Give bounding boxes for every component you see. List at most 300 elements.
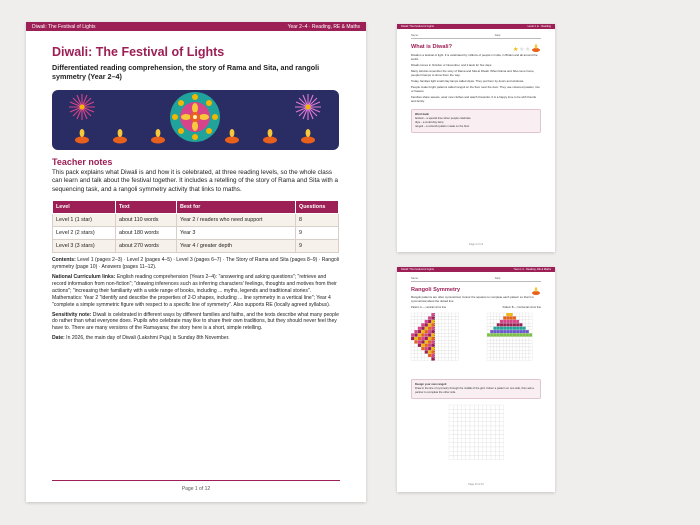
- grid-cell: [516, 330, 519, 333]
- grid-cell: [523, 337, 526, 340]
- grid-cell: [478, 413, 482, 417]
- grid-cell: [519, 357, 522, 360]
- grid-cell: [421, 340, 424, 343]
- grid-cell: [448, 330, 451, 333]
- grid-cell: [428, 344, 431, 347]
- grid-cell: [466, 413, 470, 417]
- grid-cell: [497, 330, 500, 333]
- grid-cell: [510, 330, 513, 333]
- grid-cell: [483, 426, 487, 430]
- grid-cell: [418, 316, 421, 319]
- grid-cell: [491, 418, 495, 422]
- grid-cell: [421, 316, 424, 319]
- grid-cell: [519, 313, 522, 316]
- grid-cell: [470, 455, 474, 459]
- grid-cell: [483, 413, 487, 417]
- table-cell: 8: [296, 214, 339, 227]
- grid-cell: [455, 340, 458, 343]
- table-cell: 9: [296, 227, 339, 240]
- thumb-page-number: Page 10 of 12: [468, 483, 484, 486]
- grid-cell: [523, 350, 526, 353]
- contents-text: Level 1 (pages 2–3) · Level 2 (pages 4–5) · Level 3 (pages 6–7) · The Story of Rama and Sita (pages 8–9) · Rangoli symmetry (page 10) · Answers (pages 11–12).: [52, 257, 340, 271]
- grid-cell: [499, 447, 503, 451]
- grid-cell: [491, 439, 495, 443]
- grid-cell: [470, 443, 474, 447]
- grid-cell: [418, 323, 421, 326]
- grid-cell: [448, 313, 451, 316]
- grid-cell: [529, 330, 532, 333]
- grid-cell: [499, 418, 503, 422]
- grid-cell: [513, 337, 516, 340]
- grid-cell: [526, 333, 529, 336]
- grid-cell: [431, 313, 434, 316]
- grid-cell: [411, 357, 414, 360]
- diya-icon: [263, 129, 277, 144]
- grid-cell: [516, 337, 519, 340]
- sensitivity-text: Diwali is celebrated in different ways by different families and faiths, and the texts describe what many people do rather than what everyone does. Pupils who celebrate may like to share their own traditions, but they should never feel they have to. There are many versions of the Ramayana; the story here is a short, simple retelling.: [52, 311, 339, 332]
- grid-cell: [510, 323, 513, 326]
- grid-cell: [438, 320, 441, 323]
- grid-cell: [483, 418, 487, 422]
- grid-cell: [435, 316, 438, 319]
- diya-icon: [532, 44, 540, 52]
- grid-cell: [510, 313, 513, 316]
- grid-cell: [503, 333, 506, 336]
- grid-cell: [418, 330, 421, 333]
- grid-cell: [414, 330, 417, 333]
- grid-cell: [448, 340, 451, 343]
- grid-cell: [506, 350, 509, 353]
- grid-cell: [466, 409, 470, 413]
- grid-cell: [457, 405, 461, 409]
- grid-cell: [493, 344, 496, 347]
- grid-cell: [506, 347, 509, 350]
- grid-cell: [418, 350, 421, 353]
- grid-cell: [453, 422, 457, 426]
- grid-cell: [445, 320, 448, 323]
- grid-cell: [435, 337, 438, 340]
- grid-cell: [519, 333, 522, 336]
- grid-cell: [418, 344, 421, 347]
- grid-cell: [487, 320, 490, 323]
- grid-cell: [445, 350, 448, 353]
- grid-cell: [529, 327, 532, 330]
- grid-cell: [519, 330, 522, 333]
- grid-cell: [453, 413, 457, 417]
- grid-cell: [418, 340, 421, 343]
- grid-cell: [487, 418, 491, 422]
- grid-cell: [487, 422, 491, 426]
- grid-cell: [425, 354, 428, 357]
- table-cell: Level 3 (3 stars): [53, 240, 116, 253]
- date-label: Date:: [494, 277, 501, 280]
- teacher-notes-heading: Teacher notes: [52, 157, 113, 167]
- grid-cell: [506, 333, 509, 336]
- grid-cell: [453, 439, 457, 443]
- grid-cell: [411, 330, 414, 333]
- grid-cell: [523, 330, 526, 333]
- grid-cell: [442, 357, 445, 360]
- grid-cell: [445, 347, 448, 350]
- grid-cell: [445, 333, 448, 336]
- grid-cell: [483, 434, 487, 438]
- grid-cell: [529, 354, 532, 357]
- grid-cell: [455, 323, 458, 326]
- grid-cell: [499, 430, 503, 434]
- grid-cell: [495, 405, 499, 409]
- grid-cell: [448, 333, 451, 336]
- grid-cell: [455, 344, 458, 347]
- grid-cell: [529, 333, 532, 336]
- grid-cell: [478, 405, 482, 409]
- grid-cell: [449, 422, 453, 426]
- grid-cell: [462, 422, 466, 426]
- date-label: Date:: [52, 335, 65, 342]
- grid-cell: [483, 443, 487, 447]
- grid-cell: [438, 350, 441, 353]
- grid-cell: [449, 409, 453, 413]
- grid-cell: [457, 434, 461, 438]
- grid-cell: [519, 323, 522, 326]
- grid-cell: [510, 320, 513, 323]
- grid-cell: [491, 447, 495, 451]
- grid-cell: [452, 337, 455, 340]
- grid-cell: [519, 340, 522, 343]
- thumb-header-level: Level 1 ★ · Reading: [527, 25, 551, 28]
- grid-cell: [455, 337, 458, 340]
- grid-cell: [526, 347, 529, 350]
- grid-cell: [474, 422, 478, 426]
- grid-cell: [470, 430, 474, 434]
- grid-cell: [491, 409, 495, 413]
- grid-cell: [493, 347, 496, 350]
- grid-cell: [453, 418, 457, 422]
- grid-cell: [529, 350, 532, 353]
- grid-cell: [523, 320, 526, 323]
- grid-cell: [497, 320, 500, 323]
- grid-cell: [411, 354, 414, 357]
- thumbnail-page-2[interactable]: [397, 24, 555, 252]
- grid-cell: [428, 320, 431, 323]
- grid-cell: [414, 347, 417, 350]
- grid-cell: [523, 340, 526, 343]
- grid-cell: [487, 333, 490, 336]
- grid-cell: [414, 333, 417, 336]
- grid-cell: [493, 354, 496, 357]
- grid-cell: [421, 347, 424, 350]
- grid-cell: [414, 354, 417, 357]
- grid-cell: [452, 357, 455, 360]
- grid-cell: [411, 313, 414, 316]
- grid-cell: [414, 350, 417, 353]
- grid-cell: [438, 327, 441, 330]
- grid-cell: [449, 426, 453, 430]
- table-cell: Year 2 / readers who need support: [177, 214, 296, 227]
- header-title: Diwali: The Festival of Lights: [32, 23, 96, 30]
- grid-cell: [470, 439, 474, 443]
- grid-cell: [529, 320, 532, 323]
- grid-cell: [470, 409, 474, 413]
- grid-cell: [495, 434, 499, 438]
- grid-cell: [526, 316, 529, 319]
- grid-cell: [510, 354, 513, 357]
- table-cell: 9: [296, 240, 339, 253]
- grid-cell: [490, 340, 493, 343]
- design-grid[interactable]: [397, 403, 555, 463]
- grid-cell: [442, 313, 445, 316]
- grid-cell: [414, 357, 417, 360]
- grid-cell: [462, 434, 466, 438]
- grid-cell: [526, 313, 529, 316]
- grid-cell: [462, 413, 466, 417]
- grid-cell: [490, 357, 493, 360]
- grid-cell: [474, 439, 478, 443]
- thumb-header-title: Diwali: The Festival of Lights: [401, 268, 434, 271]
- grid-cell: [510, 316, 513, 319]
- teacher-notes-intro: This pack explains what Diwali is and how it is celebrated, at three reading levels, so the whole class can learn and talk about the festival together. It includes a retelling of the story of Rama and Sita with a sequencing task, and a rangoli symmetry activity that links to maths.: [52, 169, 338, 193]
- grid-cell: [455, 330, 458, 333]
- grid-cell: [418, 354, 421, 357]
- grid-cell: [438, 333, 441, 336]
- grid-cell: [491, 455, 495, 459]
- grid-cell: [425, 350, 428, 353]
- grid-cell: [516, 354, 519, 357]
- grid-cell: [466, 418, 470, 422]
- thumb-paragraph: Diwali is a festival of light. It is celebrated by millions of people in India, in Britain and all around the world.: [411, 53, 538, 61]
- grid-cell: [462, 430, 466, 434]
- grid-cell: [493, 327, 496, 330]
- curriculum-paragraph: [52, 274, 340, 309]
- grid-cell: [519, 316, 522, 319]
- grid-cell: [510, 327, 513, 330]
- star-icon: ★: [519, 46, 525, 53]
- grid-cell: [523, 354, 526, 357]
- grid-cell: [499, 443, 503, 447]
- grid-cell: [448, 347, 451, 350]
- grid-cell: [457, 455, 461, 459]
- grid-cell: [462, 418, 466, 422]
- grid-cell: [478, 430, 482, 434]
- grid-cell: [474, 455, 478, 459]
- grid-cell: [503, 357, 506, 360]
- grid-cell: [428, 330, 431, 333]
- grid-cell: [448, 350, 451, 353]
- thumb-header: [397, 267, 555, 272]
- thumb-title: What is Diwali?: [411, 44, 453, 50]
- grid-cell: [497, 354, 500, 357]
- table-cell: Level 1 (1 star): [53, 214, 116, 227]
- thumb-paragraph: Many Hindus remember the story of Rama and Sita at Diwali. When Rama and Sita come home, people lit lamps to show them the way.: [411, 69, 535, 77]
- diya-icon: [75, 129, 89, 144]
- grid-cell: [448, 354, 451, 357]
- grid-cell: [510, 344, 513, 347]
- banner-illustration: [52, 90, 339, 150]
- grid-cell: [491, 422, 495, 426]
- grid-cell: [523, 313, 526, 316]
- grid-cell: [516, 327, 519, 330]
- grid-cell: [474, 451, 478, 455]
- grid-cell: [526, 350, 529, 353]
- grid-cell: [503, 313, 506, 316]
- table-row: [53, 214, 339, 227]
- grid-cell: [497, 350, 500, 353]
- grid-cell: [449, 418, 453, 422]
- grid-cell: [421, 320, 424, 323]
- grid-cell: [431, 340, 434, 343]
- word-bank-item: festival – a special time when people celebrate: [415, 117, 471, 120]
- grid-cell: [506, 337, 509, 340]
- page-header: [26, 22, 366, 31]
- grid-cell: [523, 333, 526, 336]
- grid-cell: [431, 347, 434, 350]
- grid-cell: [491, 405, 495, 409]
- grid-cell: [442, 337, 445, 340]
- grid-cell: [493, 337, 496, 340]
- grid-cell: [497, 337, 500, 340]
- grid-cell: [431, 357, 434, 360]
- grid-cell: [500, 357, 503, 360]
- grid-cell: [474, 434, 478, 438]
- date-label: Date:: [494, 34, 501, 37]
- grid-cell: [474, 409, 478, 413]
- grid-cell: [428, 340, 431, 343]
- grid-cell: [442, 340, 445, 343]
- grid-cell: [490, 316, 493, 319]
- grid-cell: [474, 430, 478, 434]
- table-header-cell: Questions: [296, 201, 339, 214]
- grid-cell: [414, 316, 417, 319]
- grid-cell: [495, 439, 499, 443]
- grid-cell: [455, 313, 458, 316]
- grid-cell: [445, 323, 448, 326]
- grid-cell: [497, 333, 500, 336]
- grid-cell: [529, 323, 532, 326]
- grid-cell: [435, 320, 438, 323]
- rangoli-icon: [170, 92, 220, 142]
- grid-cell: [448, 344, 451, 347]
- grid-cell: [510, 357, 513, 360]
- grid-cell: [462, 443, 466, 447]
- grid-cell: [425, 323, 428, 326]
- grid-cell: [411, 337, 414, 340]
- grid-cell: [449, 455, 453, 459]
- grid-cell: [529, 357, 532, 360]
- grid-cell: [418, 333, 421, 336]
- grid-cell: [513, 357, 516, 360]
- grid-cell: [455, 327, 458, 330]
- stars-diya-icon: [513, 44, 541, 53]
- grid-cell: [510, 347, 513, 350]
- grid-cell: [462, 409, 466, 413]
- grid-cell: [462, 447, 466, 451]
- grid-cell: [457, 409, 461, 413]
- grid-cell: [487, 340, 490, 343]
- grid-cell: [445, 340, 448, 343]
- grid-cell: [478, 434, 482, 438]
- grid-cell: [487, 426, 491, 430]
- grid-cell: [455, 333, 458, 336]
- grid-cell: [499, 451, 503, 455]
- pattern-b-label: Pattern B — horizontal mirror line: [502, 306, 541, 309]
- grid-cell: [418, 327, 421, 330]
- grid-cell: [466, 439, 470, 443]
- grid-cell: [425, 320, 428, 323]
- grid-cell: [438, 354, 441, 357]
- star-icon: ★: [525, 46, 531, 53]
- grid-cell: [411, 323, 414, 326]
- grid-cell: [493, 316, 496, 319]
- grid-cell: [506, 320, 509, 323]
- grid-cell: [495, 413, 499, 417]
- grid-cell: [526, 330, 529, 333]
- grid-cell: [452, 316, 455, 319]
- table-cell: Year 4 / greater depth: [177, 240, 296, 253]
- grid-cell: [513, 344, 516, 347]
- grid-cell: [487, 337, 490, 340]
- grid-cell: [510, 333, 513, 336]
- thumbnail-page-10[interactable]: [397, 267, 555, 492]
- grid-cell: [414, 313, 417, 316]
- grid-cell: [445, 316, 448, 319]
- grid-cell: [421, 357, 424, 360]
- grid-cell: [431, 327, 434, 330]
- grid-cell: [487, 439, 491, 443]
- grid-cell: [425, 357, 428, 360]
- grid-cell: [516, 347, 519, 350]
- grid-cell: [455, 350, 458, 353]
- grid-cell: [526, 327, 529, 330]
- grid-cell: [414, 320, 417, 323]
- grid-cell: [452, 313, 455, 316]
- grid-cell: [418, 357, 421, 360]
- contents-label: Contents:: [52, 257, 76, 264]
- footer-divider: [52, 480, 340, 481]
- grid-cell: [526, 340, 529, 343]
- diya-icon: [301, 129, 315, 144]
- table-header-row: [53, 201, 339, 214]
- grid-cell: [513, 330, 516, 333]
- grid-cell: [499, 422, 503, 426]
- grid-cell: [421, 333, 424, 336]
- grid-cell: [519, 320, 522, 323]
- grid-cell: [493, 340, 496, 343]
- grid-cell: [425, 347, 428, 350]
- grid-cell: [453, 455, 457, 459]
- grid-cell: [513, 327, 516, 330]
- firework-icon: [295, 94, 321, 120]
- grid-cell: [503, 323, 506, 326]
- grid-cell: [448, 327, 451, 330]
- grid-cell: [529, 340, 532, 343]
- grid-cell: [516, 316, 519, 319]
- grid-cell: [478, 443, 482, 447]
- grid-cell: [449, 443, 453, 447]
- grid-cell: [445, 357, 448, 360]
- grid-cell: [428, 357, 431, 360]
- grid-cell: [474, 426, 478, 430]
- grid-cell: [491, 413, 495, 417]
- grid-cell: [466, 451, 470, 455]
- grid-cell: [478, 422, 482, 426]
- grid-cell: [457, 426, 461, 430]
- grid-cell: [506, 316, 509, 319]
- grid-cell: [526, 337, 529, 340]
- grid-cell: [442, 330, 445, 333]
- grid-cell: [523, 344, 526, 347]
- table-cell: Level 2 (2 stars): [53, 227, 116, 240]
- grid-cell: [490, 337, 493, 340]
- grid-cell: [442, 333, 445, 336]
